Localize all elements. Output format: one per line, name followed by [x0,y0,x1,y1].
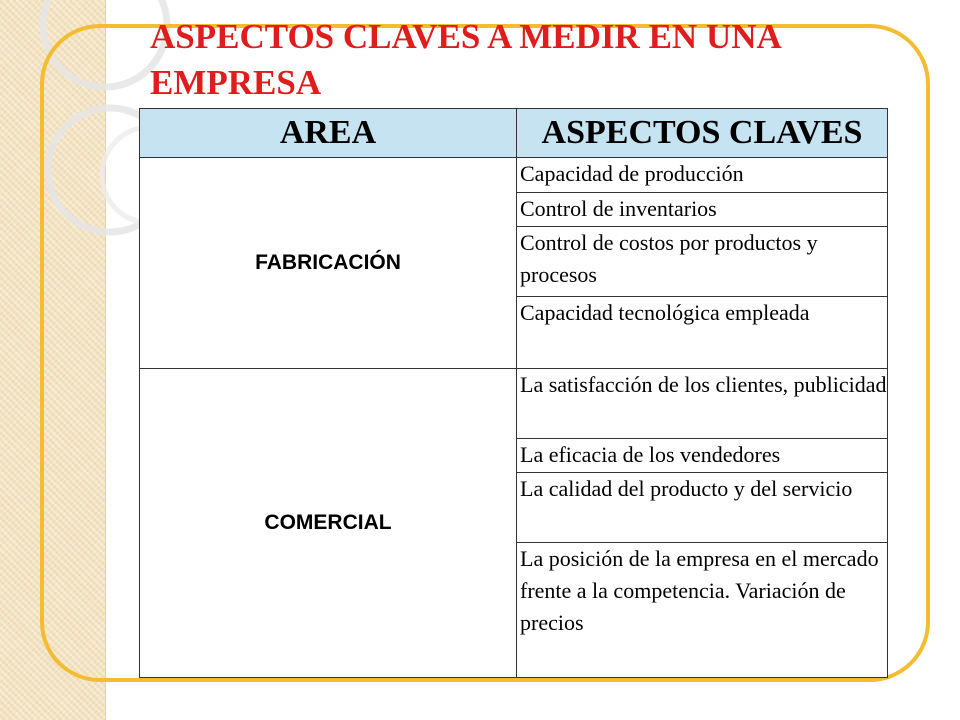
aspects-table [139,108,888,678]
table-row [140,369,888,439]
area-fabricacion: FABRICACIÓN [140,158,517,369]
aspect-item: La eficacia de los vendedores [517,439,888,473]
aspect-item: Control de costos por productos y procesos [517,227,888,297]
aspect-item: Capacidad de producción [517,158,888,193]
aspect-item: La posición de la empresa en el mercado frente a la competencia. Variación de precios [517,543,888,678]
aspect-item: La calidad del producto y del servicio [517,473,888,543]
aspect-item: Capacidad tecnológica empleada [517,297,888,369]
header-aspects: ASPECTOS CLAVES [517,109,888,158]
header-area: AREA [140,109,517,158]
table-row [140,158,888,193]
page-title: ASPECTOS CLAVES A MEDIR EN UNA EMPRESA [150,17,780,102]
aspect-item: La satisfacción de los clientes, publicidad [517,369,888,439]
area-comercial: COMERCIAL [140,369,517,678]
table-header-row [140,109,888,158]
aspect-item: Control de inventarios [517,193,888,227]
